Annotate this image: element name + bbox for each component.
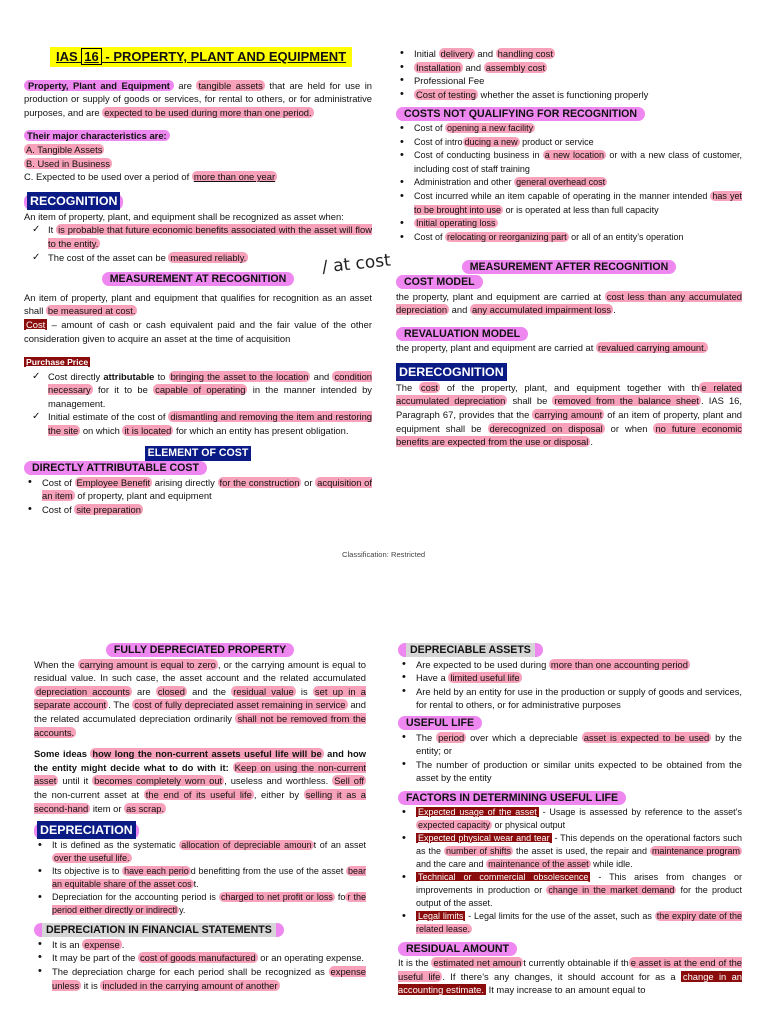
handwritten-annotation: / at cost <box>321 250 392 278</box>
measurement-at-recognition: MEASUREMENT AT RECOGNITION An item of property, plant and equipment that qualifies for recognition as an asset shall be measured at cost. Cost – amount of cash or cash equivalent paid and the fair value of the other consideration given to acquire an asset at the time of acquisition <box>24 273 372 344</box>
list-item: • Installation and assembly cost <box>396 61 742 75</box>
derecognition-section: DERECOGNITION The cost of the property, plant, and equipment together with th e related accumulated depreciation shall be removed from the balance sheet . IAS 16, Paragraph 67, provides that the carrying amount of an item of property, plant and equipment shall be derecognized on disposal or when no future economic benefits are expected from the use or disposal . <box>396 364 743 448</box>
fully-depreciated-paragraph: When the carrying amount is equal to zero , or the carrying amount is equal to residual value. In such case, the asset account and the related accumulated depreciation accounts are closed and the residual value is set up in a separate account . The cost of fully depreciated asset remaining in service and the related accumulated depreciation ordinarily shall not be removed from the accounts. <box>34 658 367 738</box>
page-2 <box>0 628 768 1024</box>
page-title: IAS 16 - PROPERTY, PLANT AND EQUIPMENT <box>50 47 352 67</box>
costs-not-qualifying: COSTS NOT QUALIFYING FOR RECOGNITION • Cost of opening a new facility • Cost of intro ducing a new product or service • Cost of conducting business in a new location or with a new class of customer, including cost of staff training • Administration and other general overhead cost • Cost incurred while an item capable of operating in the manner intended has yet to be brought into use or is operated at less than full capacity • Initial operating loss • Cost of relocating or reorganizing part or all of an entity’s operation <box>396 107 742 244</box>
list-item: ✓ Cost directly attributable to bringing the asset to the location and condition necessary for it to be capable of operating in the manner intended by management. <box>24 370 372 411</box>
list-item: • It is an expense . <box>34 938 366 952</box>
ppe-definition: Property, Plant and Equipment are tangible assets that are held for use in production or supply of goods or services, for rental to others, or for administrative purposes, and are expected to be used during more than one period. <box>24 79 372 118</box>
list-item: ✓ Initial estimate of the cost of dismantling and removing the item and restoring the site on which it is located for which an entity has present obligation. <box>24 410 372 437</box>
list-item: • The depreciation charge for each period shall be recognized as expense unless it is included in the carrying amount of another <box>34 965 366 992</box>
factors-section: FACTORS IN DETERMINING USEFUL LIFE • Expected usage of the asset - Usage is assessed by reference to the asset’s expected capacity or physical output • Expected physical wear and tear - This depends on the operational factors such as the number of shifts the asset is used, the repair and maintenance program and the care and maintenance of the asset while idle. • Technical or commercial obsolescence - This arises from changes or improvements in production or change in the market demand for the product output of the asset. • Legal limits - Legal limits for the use of the asset, such as the expiry date of the related lease. <box>398 791 742 936</box>
purchase-price-section: Purchase Price ✓ Cost directly attributable to bringing the asset to the location and condition necessary for it to be capable of operating in the manner intended by management. ✓ Initial estimate of the cost of dismantling and removing the item and restoring the site on which it is located for which an entity has present obligation. <box>24 355 372 438</box>
page1-left-column <box>24 0 372 517</box>
list-item: • Depreciation for the accounting period is charged to net profit or loss fo r the period either directly or indirectl y. <box>34 891 366 917</box>
list-item: • Legal limits - Legal limits for the use of the asset, such as the expiry date of the related lease. <box>398 910 742 936</box>
page1-right-column <box>396 47 742 449</box>
list-item: • Cost incurred while an item capable of operating in the manner intended has yet to be brought into use or is operated at less than full capacity <box>396 190 742 217</box>
depreciation-financial-statements: DEPRECIATION IN FINANCIAL STATEMENTS • It is an expense . • It may be part of the cost of goods manufactured or an operating expense. • The depreciation charge for each period shall be recognized as expense unless it is included in the carrying amount of another <box>34 923 366 992</box>
page2-right-column <box>398 643 742 997</box>
list-item: ✓ The cost of the asset can be measured reliably. <box>24 251 372 265</box>
list-item: • Are held by an entity for use in the production or supply of goods and services, for rental to others, or for administrative purposes <box>398 685 742 712</box>
list-item: • Cost of opening a new facility <box>396 122 742 136</box>
list-item: ✓ It is probable that future economic benefits associated with the asset will flow to the entity. <box>24 223 372 250</box>
list-item: • Cost of intro ducing a new product or service <box>396 136 742 150</box>
list-item: • Professional Fee <box>396 74 742 88</box>
page2-left-column: FULLY DEPRECIATED PROPERTY When the carrying amount is equal to zero , or the carrying amount is equal to residual value. In such case, the asset account and the related accumulated depreciation accounts are closed and the residual value is set up in a separate account . The cost of fully depreciated asset remaining in service and the related accumulated depreciation ordinarily shall not be removed from the accounts. Some ideas how long the non-current assets useful life will be and how the entity might decide what to do with it: Keep on using the non-current asset until it becomes completely worn out , useless and worthless. Sell off the non-current asset at the end of its useful life , either by selling it as a second-hand item or as scrap. DEPRECIATION • It is defined as the systematic allocation of depreciable amoun t of an asset over the useful life. • Its objective is to have each perio d benefitting from the use of the asset bear an equitable share of the asset cos t. • Depreciation for the accounting period is charged to net profit or loss fo r the period either directly or indirectl y. DEPRECIATION IN FINANCIAL STATEMENTS • It is an expense . • It may be part of the cost of goods manufactured or an operating expense. • The depreciation charge for each period shall be recognized as expense unless it is included in the carrying amount of another <box>34 643 366 992</box>
useful-life-ideas: Some ideas how long the non-current assets useful life will be and how the entity might decide what to do with it: Keep on using the non-current asset until it becomes completely worn out , useless and worthless. Sell off the non-current asset at the end of its useful life , either by selling it as a second-hand item or as scrap. <box>34 748 366 814</box>
element-of-cost-section: ELEMENT OF COST DIRECTLY ATTRIBUTABLE COST • Cost of Employee Benefit arising directly for the construction or acquisition of an item of property, plant and equipment • Cost of site preparation <box>24 446 372 517</box>
list-item: • Cost of relocating or reorganizing part or all of an entity’s operation <box>396 231 742 245</box>
list-item: • Initial delivery and handling cost <box>396 47 742 61</box>
cost-items-list <box>396 47 742 101</box>
list-item: • Expected physical wear and tear - This depends on the operational factors such as the number of shifts the asset is used, the repair and maintenance program and the care and maintenance of the asset while idle. <box>398 832 742 871</box>
list-item: • Have a limited useful life <box>398 671 742 685</box>
list-item: • The period over which a depreciable asset is expected to be used by the entity; or <box>398 731 742 758</box>
list-item: • It is defined as the systematic allocation of depreciable amoun t of an asset over the useful life. <box>34 839 366 865</box>
list-item: • Are expected to be used during more than one accounting period <box>398 658 742 672</box>
list-item: • Its objective is to have each perio d benefitting from the use of the asset bear an equitable share of the asset cos t. <box>34 865 366 891</box>
depreciation-section: DEPRECIATION • It is defined as the systematic allocation of depreciable amoun t of an asset over the useful life. • Its objective is to have each perio d benefitting from the use of the asset bear an equitable share of the asset cos t. • Depreciation for the accounting period is charged to net profit or loss fo r the period either directly or indirectl y. <box>34 821 366 917</box>
list-item: • It may be part of the cost of goods manufactured or an operating expense. <box>34 951 366 965</box>
recognition-section: RECOGNITION An item of property, plant, and equipment shall be recognized as asset when: ✓ It is probable that future economic benefits associated with the asset will flow to the entity. ✓ The cost of the asset can be measured reliably. <box>24 192 372 264</box>
list-item: • Administration and other general overhead cost <box>396 176 742 190</box>
list-item: • Technical or commercial obsolescence - This arises from changes or improvements in production or change in the market demand for the product output of the asset. <box>398 871 742 910</box>
list-item: • Cost of site preparation <box>24 503 372 517</box>
list-item: • Cost of conducting business in a new location or with a new class of customer, including cost of staff training <box>396 149 742 176</box>
depreciable-assets-section: DEPRECIABLE ASSETS • Are expected to be used during more than one accounting period • Have a limited useful life • Are held by an entity for use in the production or supply of goods and services, for rental to others, or for administrative purposes <box>398 643 742 712</box>
list-item: • Expected usage of the asset - Usage is assessed by reference to the asset’s expected capacity or physical output <box>398 806 742 832</box>
characteristics-block: Their major characteristics are: A. Tangible Assets B. Used in Business C. Expected to be used over a period of more than one year <box>24 130 276 183</box>
classification-label: Classification: Restricted <box>342 550 426 559</box>
list-item: • The number of production or similar units expected to be obtained from the asset by the entity <box>398 758 742 785</box>
list-item: • Initial operating loss <box>396 217 742 231</box>
list-item: • Cost of testing whether the asset is functioning properly <box>396 88 742 102</box>
list-item: • Cost of Employee Benefit arising directly for the construction or acquisition of an item of property, plant and equipment <box>24 476 372 503</box>
useful-life-section: USEFUL LIFE • The period over which a depreciable asset is expected to be used by the entity; or • The number of production or similar units expected to be obtained from the asset by the entity <box>398 716 742 785</box>
residual-amount-section: RESIDUAL AMOUNT It is the estimated net amoun t currently obtainable if th e asset is at the end of the useful life . If there’s any changes, it should account for as a change in an accounting estimate. It may increase to an amount equal to <box>398 942 742 996</box>
measurement-after-recognition: MEASUREMENT AFTER RECOGNITION COST MODEL the property, plant and equipment are carried at cost less than any accumulated depreciation and any accumulated impairment loss . REVALUATION MODEL the property, plant and equipment are carried at revalued carrying amount. <box>396 261 742 354</box>
